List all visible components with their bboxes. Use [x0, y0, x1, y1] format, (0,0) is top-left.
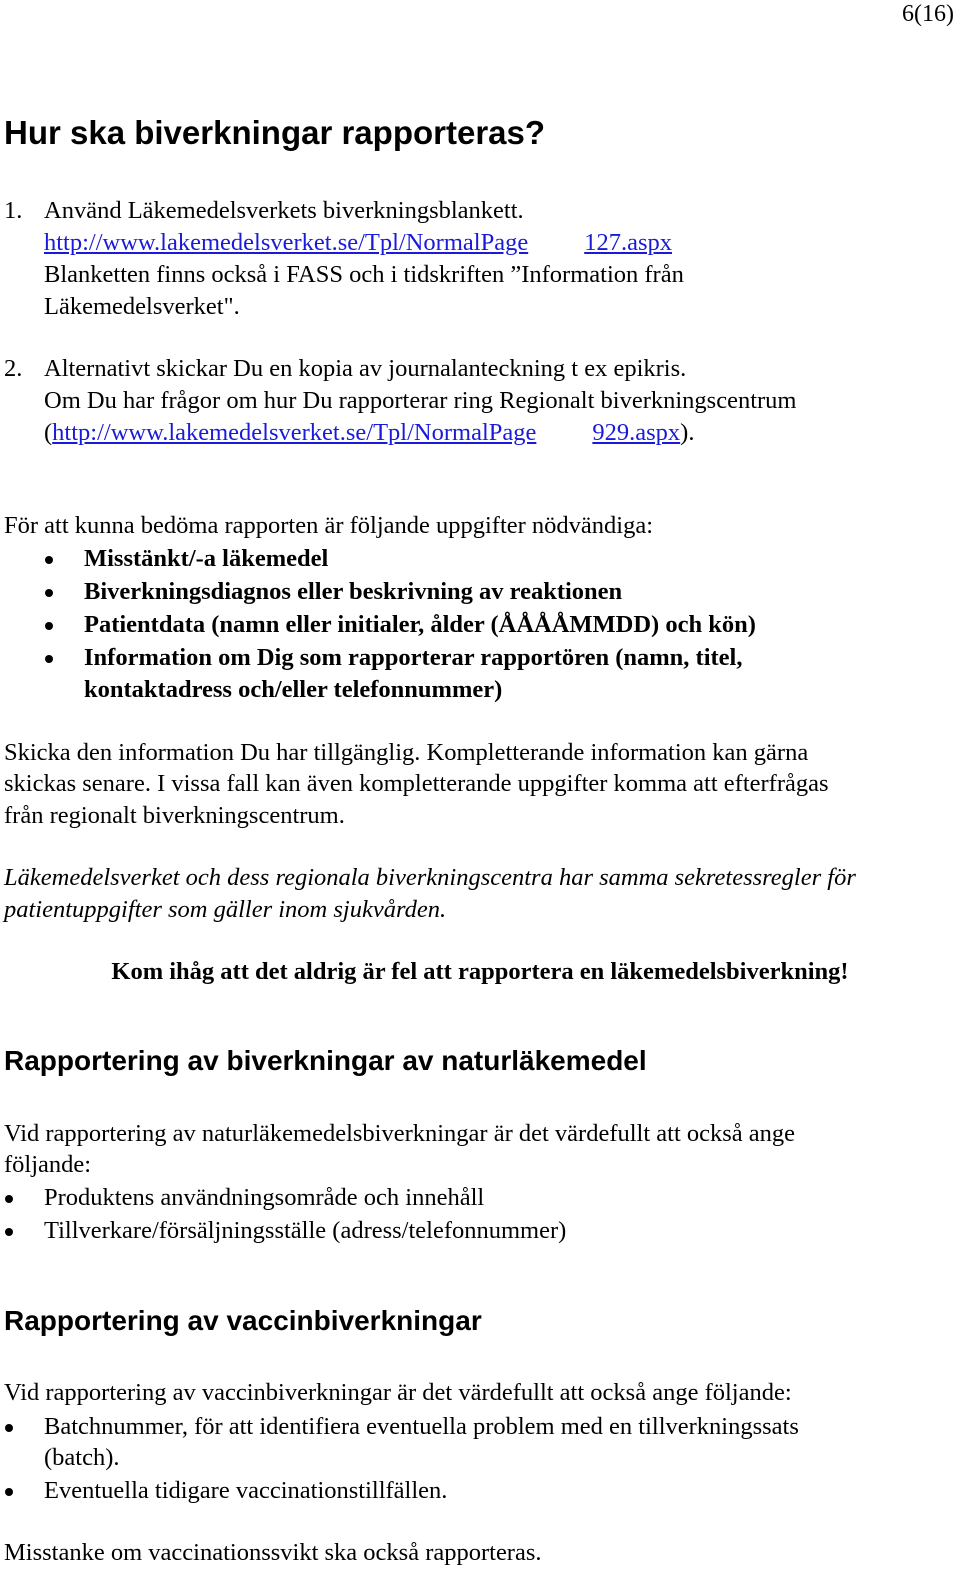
- item1-line4: Läkemedelsverket".: [44, 293, 240, 320]
- list-number-2: 2.: [4, 355, 23, 382]
- vaccine-footer: Misstanke om vaccinationssvikt ska också rapporteras.: [4, 1539, 542, 1566]
- bullet-icon: [45, 589, 53, 597]
- item1-line1: Använd Läkemedelsverkets biverkningsblankett.: [44, 197, 524, 224]
- bullet-icon: [5, 1424, 13, 1432]
- item1-line3: Blanketten finns också i FASS och i tidskriften ”Information från: [44, 261, 684, 288]
- section-heading-reporting: Hur ska biverkningar rapporteras?: [4, 114, 546, 151]
- page-number: 6(16): [902, 1, 954, 27]
- list-number-1: 1.: [4, 197, 23, 224]
- item2-line1: Alternativt skickar Du en kopia av journalanteckning t ex epikris.: [44, 355, 687, 382]
- bullet-icon: [5, 1228, 13, 1236]
- para1-line3: från regionalt biverkningscentrum.: [4, 802, 345, 829]
- vaccine-item-1: Batchnummer, för att identifiera eventuella problem med en tillverkningssats: [44, 1413, 799, 1440]
- required-item-3: Patientdata (namn eller initialer, ålder (ÅÅÅÅMMDD) och kön): [84, 611, 756, 638]
- required-item-4-cont: kontaktadress och/eller telefonnummer): [84, 676, 503, 703]
- vaccine-item-1-cont: (batch).: [44, 1444, 120, 1471]
- herbal-item-1: Produktens användningsområde och innehåll: [44, 1184, 485, 1211]
- required-item-2: Biverkningsdiagnos eller beskrivning av reaktionen: [84, 578, 623, 605]
- required-item-4: Information om Dig som rapporterar rapportören (namn, titel,: [84, 644, 743, 671]
- regional-centre-link[interactable]: http://www.lakemedelsverket.se/Tpl/NormalPage 929.aspx: [52, 419, 681, 446]
- herbal-item-2: Tillverkare/försäljningsställe (adress/telefonnummer): [44, 1217, 567, 1244]
- section-heading-herbal: Rapportering av biverkningar av naturläkemedel: [4, 1045, 647, 1076]
- required-item-1: Misstänkt/-a läkemedel: [84, 545, 329, 572]
- bullet-icon: [45, 655, 53, 663]
- herbal-intro-line1: Vid rapportering av naturläkemedelsbiverkningar är det värdefullt att också ange: [4, 1120, 796, 1147]
- form-link-text[interactable]: http://www.lakemedelsverket.se/Tpl/NormalPage 127.aspx: [44, 229, 672, 256]
- vaccine-item-2: Eventuella tidigare vaccinationstillfällen.: [44, 1477, 448, 1504]
- bullet-icon: [45, 556, 53, 564]
- section-heading-vaccine: Rapportering av vaccinbiverkningar: [4, 1305, 482, 1336]
- form-link[interactable]: [44, 227, 672, 259]
- item2-line3: (http://www.lakemedelsverket.se/Tpl/NormalPage 929.aspx).: [44, 419, 695, 446]
- item2-line2: Om Du har frågor om hur Du rapporterar ring Regionalt biverkningscentrum: [44, 387, 797, 414]
- para1-line2: skickas senare. I vissa fall kan även kompletterande uppgifter komma att efterfrågas: [4, 770, 829, 797]
- bullet-icon: [5, 1488, 13, 1496]
- reminder-text: Kom ihåg att det aldrig är fel att rapportera en läkemedelsbiverkning!: [111, 958, 849, 985]
- vaccine-intro: Vid rapportering av vaccinbiverkningar är det värdefullt att också ange följande:: [4, 1379, 792, 1406]
- bullet-icon: [5, 1195, 13, 1203]
- bullet-icon: [45, 622, 53, 630]
- required-intro: För att kunna bedöma rapporten är följande uppgifter nödvändiga:: [4, 512, 654, 539]
- confidentiality-line2: patientuppgifter som gäller inom sjukvården.: [4, 896, 447, 923]
- confidentiality-line1: Läkemedelsverket och dess regionala biverkningscentra har samma sekretessregler för: [4, 864, 856, 891]
- herbal-intro-line2: följande:: [4, 1151, 92, 1178]
- para1-line1: Skicka den information Du har tillgänglig. Kompletterande information kan gärna: [4, 739, 809, 766]
